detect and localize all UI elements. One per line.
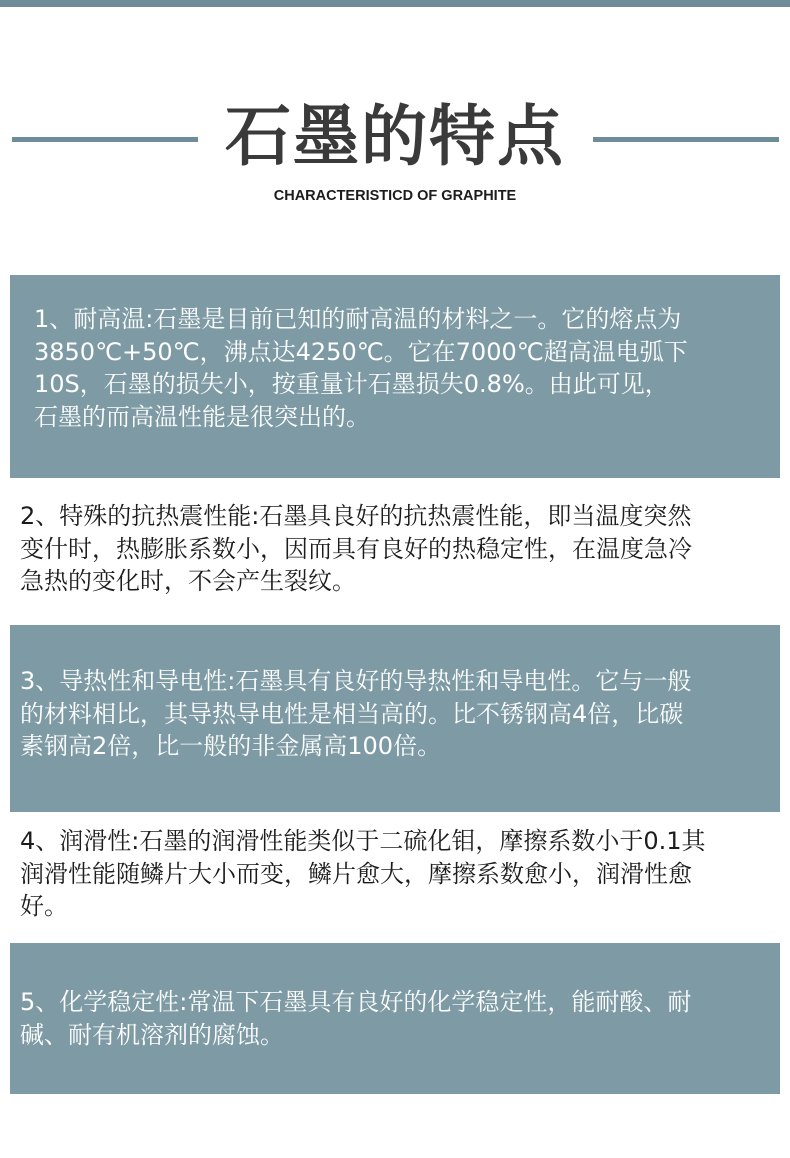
feature-text-line: 10S，石墨的损失小，按重量计石墨损失0.8%。由此可见， (34, 370, 669, 398)
feature-text-line: 1、耐高温:石墨是目前已知的耐高温的材料之一。它的熔点为 (34, 305, 682, 333)
feature-text-line: 变什时，热膨胀系数小，因而具有良好的热稳定性，在温度急冷 (20, 534, 692, 563)
feature-chemical-stability (10, 943, 780, 1094)
feature-text-line: 2、特殊的抗热震性能:石墨具良好的抗热震性能，即当温度突然 (20, 502, 692, 530)
feature-text-line: 石墨的而高温性能是很突出的。 (34, 402, 370, 431)
feature-text-line: 素钢高2倍，比一般的非金属高100倍。 (20, 732, 442, 760)
feature-text-line: 3、导热性和导电性:石墨具有良好的导热性和导电性。它与一般 (20, 667, 692, 695)
feature-text-line: 碱、耐有机溶剂的腐蚀。 (20, 1020, 284, 1049)
top-accent-bar (0, 0, 790, 7)
feature-text-line: 好。 (20, 892, 68, 920)
page-subtitle: CHARACTERISTICD OF GRAPHITE (273, 188, 517, 204)
page-title: 石墨的特点 (225, 98, 565, 175)
feature-text-line: 3850℃+50℃，沸点达4250℃。它在7000℃超高温电弧下 (34, 337, 688, 366)
feature-conductivity (10, 625, 780, 812)
feature-heat-resistance (10, 275, 780, 478)
feature-text-line: 4、润滑性:石墨的润滑性能类似于二硫化钼，摩擦系数小于0.1其 (20, 827, 706, 855)
feature-text-line: 润滑性能随鳞片大小而变，鳞片愈大，摩擦系数愈小，润滑性愈 (20, 859, 692, 888)
feature-text-line: 的材料相比，其导热导电性是相当高的。比不锈钢高4倍，比碳 (20, 699, 684, 728)
feature-text-line: 5、化学稳定性:常温下石墨具有良好的化学稳定性，能耐酸、耐 (20, 988, 692, 1016)
title-divider-right (593, 137, 779, 142)
feature-lubricity (10, 823, 790, 933)
title-divider-left (12, 137, 198, 142)
feature-thermal-shock-resistance (10, 497, 790, 607)
feature-text-line: 急热的变化时，不会产生裂纹。 (20, 567, 356, 595)
